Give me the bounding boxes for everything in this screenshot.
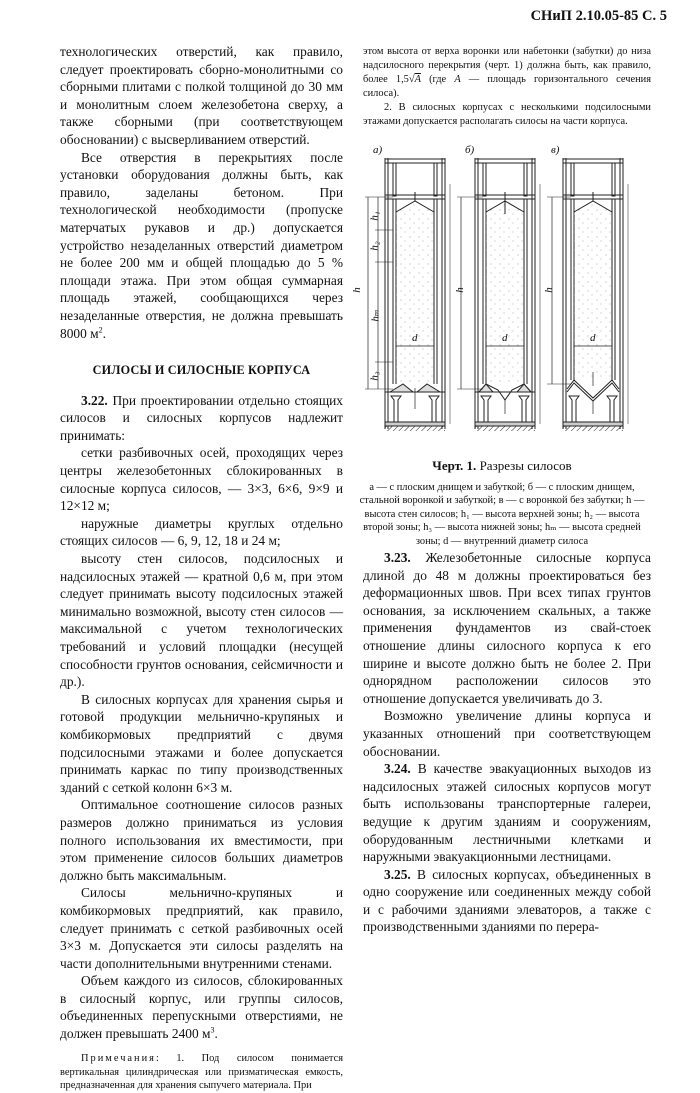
note-1-continued (363, 45, 651, 101)
silo-section-c (547, 158, 628, 431)
page-header: СНиП 2.10.05-85 С. 5 (530, 8, 667, 24)
right-column-body (363, 549, 651, 936)
left-column (60, 43, 343, 1093)
figure-legend: а — с плоским днищем и забуткой; б — с плоским днищем, стальной воронкой и забуткой; в — с воронкой без забутки; h — высота стен силосов; h₁ — высота верхней зоны; h₂ — высота второй зоны; h₃ — высота нижней зоны; hₘ — высота средней зоны; d — внутренний диаметр силоса (359, 482, 645, 547)
paragraph-mill-silos: Силосы мельнично-крупяных и комбикормовых предприятий, как правило, следует принимать с сеткой разбивочных осей 3×3 м. Допускается эти силосы разделять на части дополнительными внутренними стенами. (60, 885, 343, 971)
paragraph-increase: Возможно увеличение длины корпуса и указанных отношений при соответствующем обосновании. (363, 708, 651, 759)
right-column-notes (363, 45, 651, 128)
notes-label: Примечания (81, 1052, 156, 1064)
punct: . (102, 325, 106, 341)
dim-label-d-b: d (502, 332, 508, 344)
clause-3-22 (60, 392, 343, 445)
dim-label-h1: h₁ (368, 211, 381, 221)
clause-text: В качестве эвакуационных выходов из надсилосных этажей силосных корпусов могут быть использованы транспортерные галереи, ведущие к другим зданиям и сооружениям, оборудованным лестничными клетками и наружными эвакуакционными лестницами. (363, 761, 651, 865)
clause-number: 3.24. (384, 761, 411, 777)
clause-3-22-item-diameters: наружные диаметры круглых отдельно стоящих силосов — 6, 9, 12, 18 и 24 м; (60, 515, 343, 549)
section-title: СИЛОСЫ И СИЛОСНЫЕ КОРПУСА (92, 363, 311, 378)
clause-text: Железобетонные силосные корпуса длиной до 48 м должны проектироваться без деформационных швов. При всех типах грунтов основания, за исключением скальных, а также применения фундаментов из свай-стоек отношение длины силосного корпуса к его ширине и высоте должно быть не более 2. При однорядном расположении силосов это отношение допускается увеличивать до 3. (363, 550, 651, 706)
paragraph-volume-text: Объем каждого из силосов, сблокированных в силосный корпус, или группы силосов, объединенных перепускными отверстиями, не должен превышать 2400 м (60, 973, 343, 1042)
paragraph-ratio: Оптимальное соотношение силосов разных размеров должно приниматься из условия полного использования их вместимости, при этом применение силосов больших диаметров должно быть максимальным. (60, 797, 343, 883)
clause-3-24 (363, 760, 651, 866)
dim-label-d-a: d (412, 332, 418, 344)
clause-3-23 (363, 549, 651, 707)
clause-text: В силосных корпусах, объединенных в одно сооружение или соединенных между собой и с рабочими зданиями элеваторов, а также с производственными зданиями по перера- (363, 866, 651, 935)
dim-label-d-c: d (590, 332, 596, 344)
math-var: A (414, 73, 421, 85)
clause-text: При проектировании отдельно стоящих силосов и силосных корпусов надлежит принимать: (60, 392, 343, 443)
figure-silo-sections (350, 144, 663, 444)
punct: . (214, 1026, 218, 1042)
silo-section-b (457, 158, 540, 431)
panel-label-c: в) (551, 144, 560, 156)
paragraph-continued: технологических отверстий, как правило, следует проектировать сборно-монолитными со сборными плитами с полкой толщиной до 30 мм и монолитным слоем железобетона сверху, а также сборными (при соответствующем обосновании) с высверливанием отверстий. (60, 44, 343, 147)
clause-3-22-item-grid: сетки разбивочных осей, проходящих через центры железобетонных сблокированных в силосные корпуса силосов, — 3×3, 6×6, 9×9 и 12×12 м; (60, 445, 343, 514)
dim-label-h3: h₃ (368, 371, 381, 381)
clause-3-22-item-heights: высоту стен силосов, подсилосных и надсилосных этажей — кратной 0,6 м, при этом следует принимать высоту подсилосных этажей минимально возможной, высоту стен силосов — максимальной с учетом технологических требований и условий площадки (несущей способности грунтов основания, сейсмичности и др.). (60, 551, 343, 690)
dim-label-h-c: h (542, 287, 555, 293)
note-text: (где (420, 73, 455, 85)
math-var: A (454, 73, 461, 85)
figure-number: Черт. 1. (432, 458, 477, 473)
notes-text: : 1. Под силосом понимается вертикальная цилиндрическая или призматическая емкость, предназначенная для хранения сыпучего материала. При (60, 1052, 343, 1092)
paragraph-frame: В силосных корпусах для хранения сырья и готовой продукции мельнично-крупяных и комбикормовых предприятий с двумя подсилосными этажами и более допускается принимать каркас по типу производственных зданий с сеткой колонн 6×3 м. (60, 691, 343, 795)
panel-label-a: а) (373, 144, 383, 156)
clause-3-25 (363, 866, 651, 936)
clause-number: 3.25. (384, 866, 411, 882)
figure-title: Разрезы силосов (476, 458, 572, 473)
note-text: этом высота от верха воронки или набетонки (забутки) до низа надсилосного перекрытия (черт. 1) должна быть, как правило, более 1,5√ (363, 46, 651, 85)
silo-drawing (363, 144, 663, 444)
paragraph-volume (60, 972, 343, 1042)
silo-section-a (365, 158, 450, 431)
clause-number: 3.23. (384, 550, 411, 565)
figure-caption (352, 458, 652, 474)
panel-label-b: б) (465, 144, 475, 156)
dim-label-h2: h₂ (368, 241, 381, 251)
dim-label-h-a: h (350, 287, 363, 293)
superscript: 3 (210, 1025, 215, 1035)
dim-label-h-b: h (453, 287, 466, 293)
paragraph-openings-text: Все отверстия в перекрытиях после установки оборудования должны быть, как правило, заделаны бетоном. При технологической необходимости (пропуске матерчатых рукавов и др.) допускается устройство незаделанных отверстий диаметром не более 200 мм и общей площадью до 5 % площади этажа. При этом общая суммарная площадь этажей, сообщающихся через незаделанные отверстия, не должна превышать 8000 м (60, 149, 343, 341)
notes (60, 1052, 343, 1093)
superscript: 2 (98, 325, 103, 335)
note-2: 2. В силосных корпусах с несколькими подсилосными этажами допускается располагать силосы на части корпуса. (363, 101, 651, 127)
paragraph-openings (60, 149, 343, 343)
dim-label-hm: hₘ (369, 309, 382, 322)
clause-number: 3.22. (81, 392, 108, 408)
note-text: — площадь горизонтального сечения силоса). (363, 73, 651, 99)
